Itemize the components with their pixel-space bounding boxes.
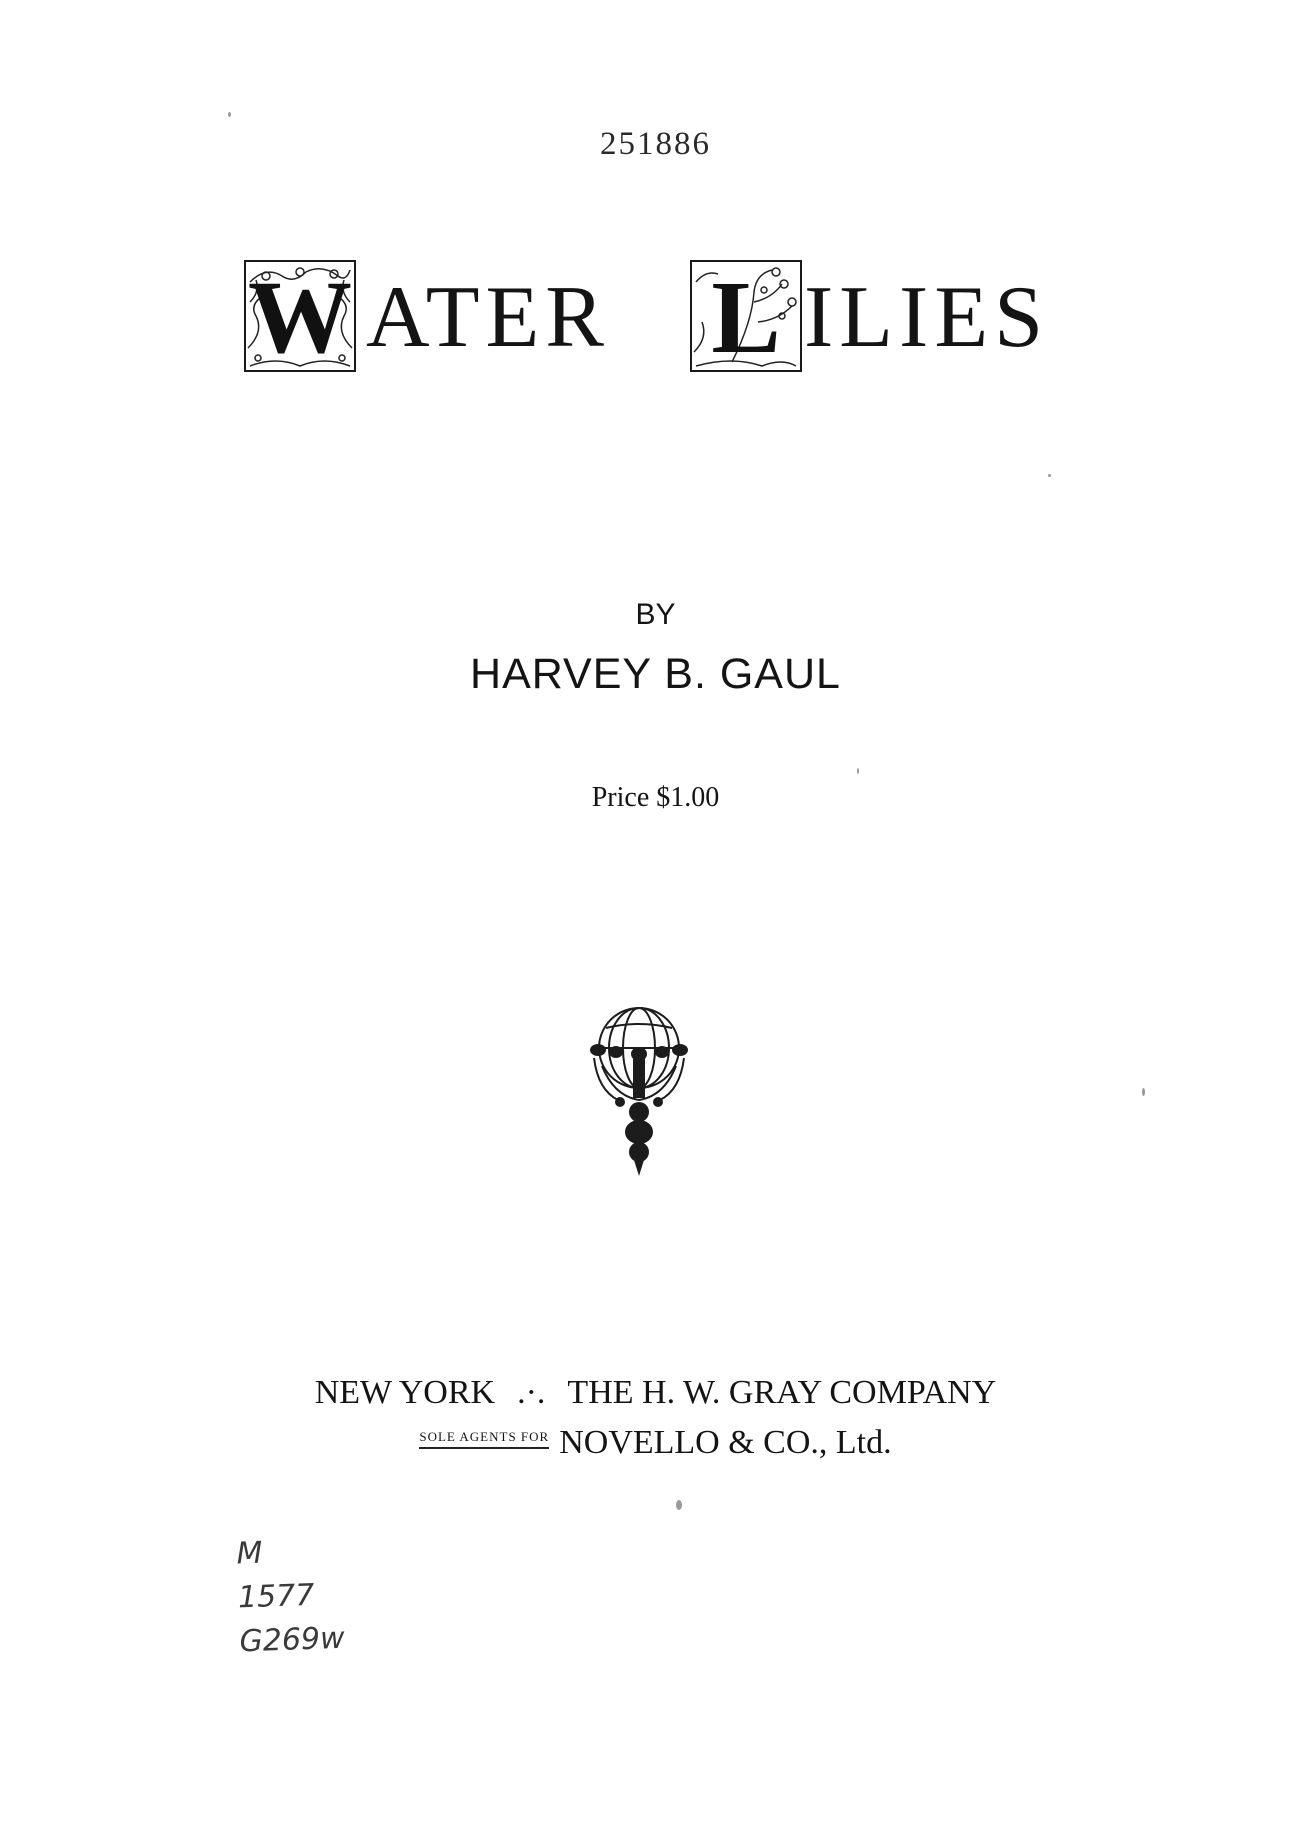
title-word-rest: ATER xyxy=(366,269,610,366)
publisher-separator: .·. xyxy=(517,1374,546,1411)
handwritten-call-number xyxy=(236,1528,381,1665)
paper-speck xyxy=(1142,1088,1145,1096)
paper-speck xyxy=(857,768,859,774)
publisher-company: THE H. W. GRAY COMPANY xyxy=(567,1374,997,1411)
agents-label: SOLE AGENTS FOR xyxy=(419,1429,549,1449)
agents-name: NOVELLO & CO., Ltd. xyxy=(559,1424,892,1461)
call-number-line: G269w xyxy=(238,1620,346,1660)
page-title xyxy=(0,260,1311,370)
floral-initial-w-icon xyxy=(244,260,356,372)
accession-number: 251886 xyxy=(600,126,711,162)
globe-pendant-ornament-icon xyxy=(584,1000,694,1180)
publisher-line xyxy=(0,1374,1311,1412)
paper-speck xyxy=(1048,474,1051,477)
title-word-rest: ILIES xyxy=(804,269,1050,366)
byline: BY xyxy=(635,598,676,631)
paper-speck xyxy=(676,1500,682,1510)
publisher-city: NEW YORK xyxy=(314,1374,496,1411)
call-number-line: 1577 xyxy=(237,1577,315,1616)
floral-initial-l-icon xyxy=(690,260,802,372)
title-initial-letter: W xyxy=(248,260,352,372)
call-number-line: M xyxy=(235,1535,263,1572)
agents-line xyxy=(0,1424,1311,1462)
paper-speck xyxy=(228,112,231,117)
price-label: Price $1.00 xyxy=(591,782,720,813)
author-name: HARVEY B. GAUL xyxy=(470,650,841,698)
title-initial-letter: L xyxy=(711,260,781,372)
